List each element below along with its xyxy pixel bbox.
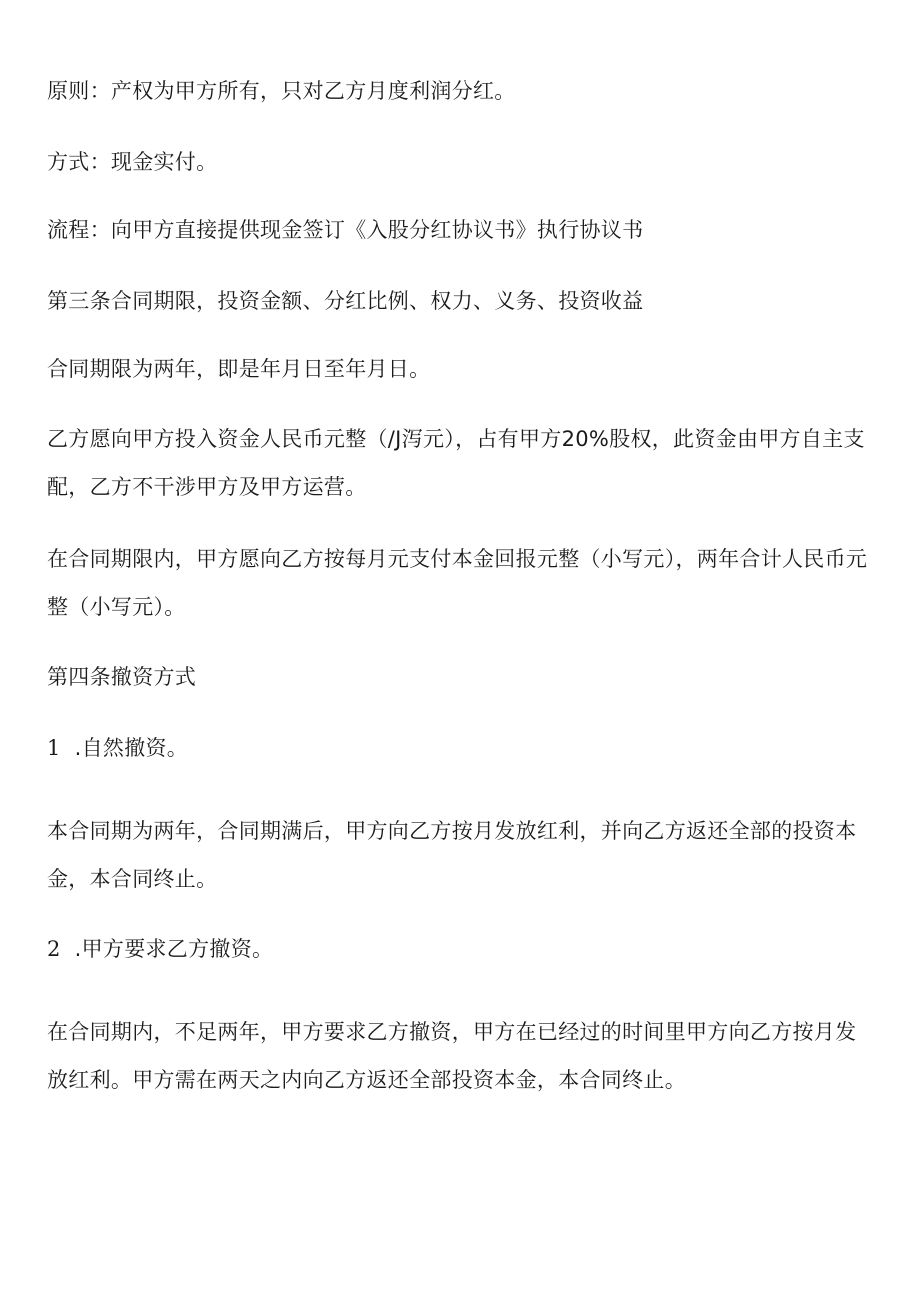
list-item-party-a-requests-withdrawal [47,925,877,973]
paragraph-investment-amount: 乙方愿向甲方投入资金人民币元整（/J泻元），占有甲方20%股权，此资金由甲方自主支配，乙方不干涉甲方及甲方运营。 [47,427,865,499]
paragraph-process: 流程：向甲方直接提供现金签订《入股分红协议书》执行协议书 [47,218,644,242]
list-item-text: .自然撤资。 [74,736,189,760]
paragraph-early-withdrawal-detail: 在合同期内，不足两年，甲方要求乙方撤资，甲方在已经过的时间里甲方向乙方按月发放红利。甲方需在两天之内向乙方返还全部投资本金，本合同终止。 [47,1020,857,1092]
list-item-text: .甲方要求乙方撤资。 [74,937,274,961]
list-number: 2 [47,937,61,961]
list-item-natural-withdrawal [47,724,877,772]
paragraph-method: 方式：现金实付。 [47,150,218,174]
paragraph-monthly-return: 在合同期限内，甲方愿向乙方按每月元支付本金回报元整（小写元），两年合计人民币元整（小写元）。 [47,547,868,619]
paragraph-principle: 原则：产权为甲方所有，只对乙方月度利润分红。 [47,79,516,103]
list-number: 1 [47,736,61,760]
paragraph-natural-withdrawal-detail: 本合同期为两年，合同期满后，甲方向乙方按月发放红利，并向乙方返还全部的投资本金，本合同终止。 [47,819,857,891]
article-three-heading: 第三条合同期限，投资金额、分红比例、权力、义务、投资收益 [47,289,644,313]
article-four-heading: 第四条撤资方式 [47,665,197,689]
paragraph-contract-term: 合同期限为两年，即是年月日至年月日。 [47,357,431,381]
